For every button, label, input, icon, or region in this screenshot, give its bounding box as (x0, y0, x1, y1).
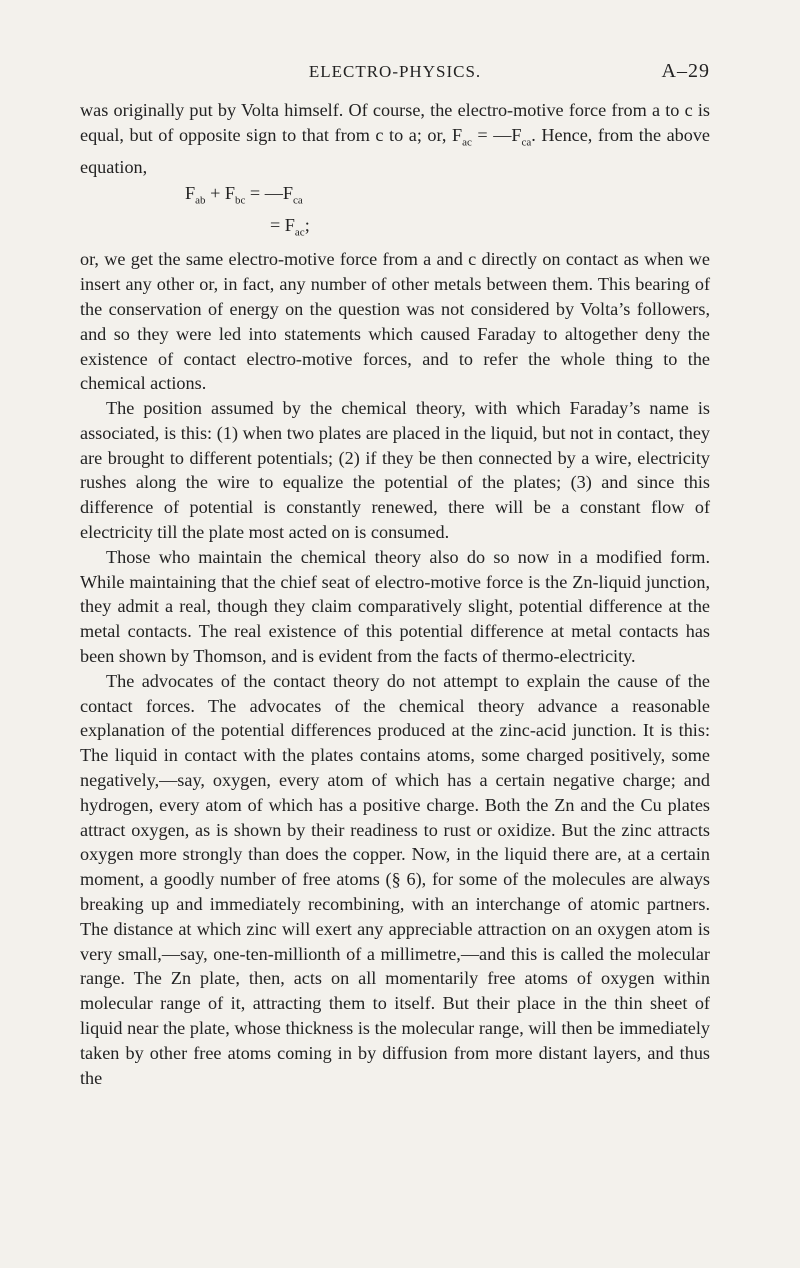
equation-line-1 (80, 182, 710, 212)
subscript-ca: ca (521, 136, 532, 149)
equals-f: = F (270, 214, 295, 235)
subscript-bc: bc (234, 194, 246, 207)
equals-minus-f: = —F (471, 124, 522, 145)
paragraph-3: The position assumed by the chemical theory, with which Faraday’s name is associated, is this: (1) when two plates are placed in the liquid, but not in contact, they are brought to different potentials; (2) if they be then connected by a wire, electricity rushes along the wire to equalize the potential of the plates; (3) and since this difference of potential is constantly renewed, there will be a constant flow of electricity till the plate most acted on is consumed. (80, 398, 710, 543)
paragraph-5: The advocates of the contact theory do not attempt to explain the cause of the contact forces. The advocates of the chemical theory advance a reasonable explanation of the potential differences produced at the zinc-acid junction. It is this: The liquid in contact with the plates contains atoms, some charged positively, some negatively,—say, oxygen, every atom of which has a certain negative charge; and hydrogen, every atom of which has a positive charge. Both the Zn and the Cu plates attract oxygen, as is shown by their readiness to rust or oxidize. But the zinc attracts oxygen more strongly than does the copper. Now, in the liquid there are, at a certain moment, a goodly number of free atoms (§ 6), for some of the molecules are always breaking up and immediately recombining, with an interchange of atomic partners. The distance at which zinc will exert any appreciable attraction on an oxygen atom is very small,—say, one-ten-millionth of a millimetre,—and this is called the molecular range. The Zn plate, then, acts on all momentarily free atoms of oxygen within molecular range of it, attracting them to itself. But their place in the thin sheet of liquid near the plate, whose thickness is the molecular range, will then be immediately taken by other free atoms coming in by diffusion from more distant layers, and thus the (80, 670, 710, 1088)
paragraph-1-text: was originally put by Volta himself. Of course, the electro-motive force from a to c is equal, but of opposite sign to that from c to a; or, (80, 100, 710, 145)
semicolon: ; (304, 214, 310, 235)
symbol-f: F (185, 183, 196, 204)
running-header (80, 60, 710, 86)
subscript-ca: ca (293, 194, 303, 207)
paragraph-4: Those who maintain the chemical theory also do so now in a modified form. While maintaining that the chief seat of electro-motive force is the Zn-liquid junction, they admit a real, though they claim comparatively slight, potential difference at the metal contacts. The real existence of this potential difference at metal contacts has been shown by Thomson, and is evident from the facts of thermo-electricity. (80, 546, 710, 667)
plus-f: + F (205, 183, 235, 204)
equation-line-2 (80, 214, 710, 244)
header-title: ELECTRO-PHYSICS. (308, 62, 482, 81)
equals-minus-f: = —F (245, 183, 294, 204)
subscript-ac: ac (462, 136, 472, 149)
paragraph-1 (80, 98, 710, 180)
body-text (80, 98, 710, 1090)
paragraph-1-tail: . Hence, from the above equation, (80, 124, 710, 178)
paragraph-2: or, we get the same electro-motive force from a and c directly on contact as when we insert any other or, in fact, any number of other metals between them. This bearing of the conservation of energy on the question was not considered by Volta’s followers, and so they were led into statements which caused Faraday to altogether deny the existence of contact electro-motive forces, and to refer the whole thing to the chemical actions. (80, 249, 710, 394)
subscript-ac: ac (294, 226, 305, 239)
page-number: A–29 (661, 60, 710, 82)
subscript-ab: ab (195, 194, 206, 207)
symbol-f: F (451, 124, 463, 145)
